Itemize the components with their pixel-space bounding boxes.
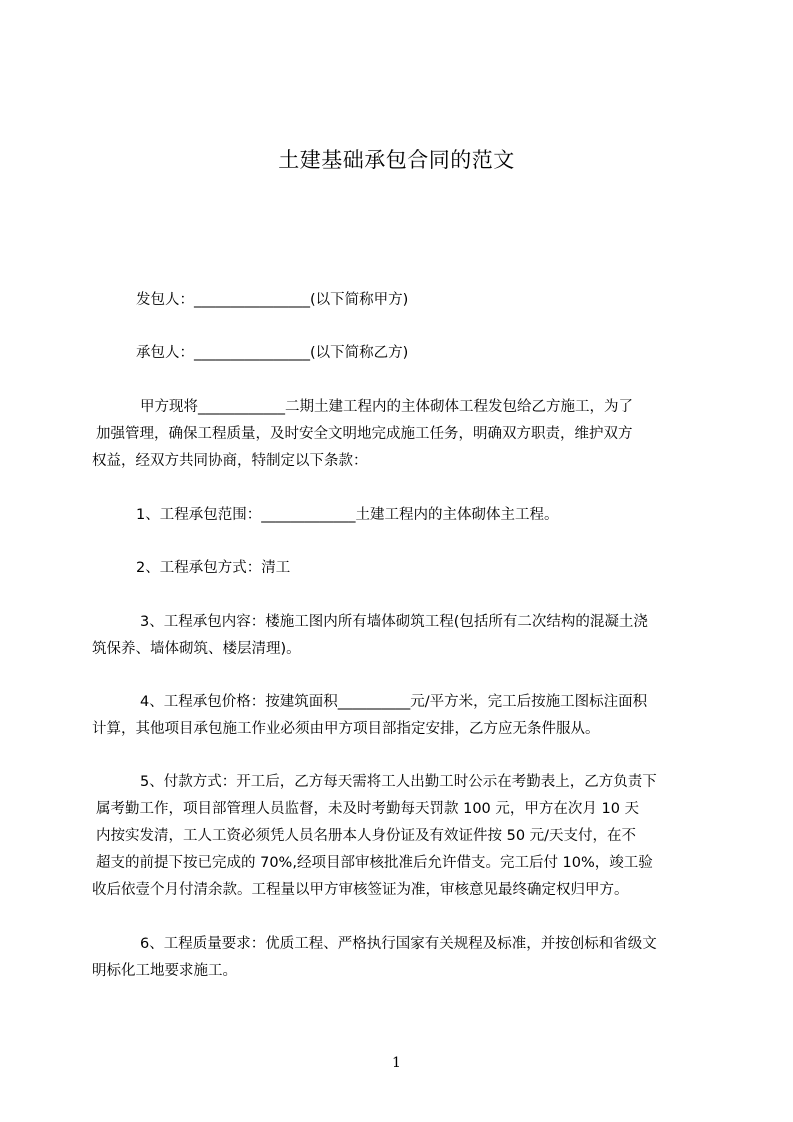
intro-line: 权益，经双方共同协商，特制定以下条款： (92, 453, 368, 469)
clause-6-line: 6、工程质量要求：优质工程、严格执行国家有关规程及标准，并按创标和省级文 (140, 936, 657, 952)
intro-line: 加强管理，确保工程质量，及时安全文明地完成施工任务，明确双方职责，维护双方 (96, 426, 633, 442)
intro-line: 甲方现将____________二期土建工程内的主体砌体工程发包给乙方施工，为了 (140, 399, 633, 415)
clause-3-line: 筑保养、墙体砌筑、楼层清理)。 (92, 641, 301, 657)
clause-4-line: 4、工程承包价格：按建筑面积__________元/平方米，完工后按施工图标注面积 (140, 694, 648, 710)
clause-4-line: 计算，其他项目承包施工作业必须由甲方项目部指定安排，乙方应无条件服从。 (92, 721, 600, 737)
clause-5-line: 属考勤工作，项目部管理人员监督，未及时考勤每天罚款 100 元，甲方在次月 10 天 (96, 801, 640, 817)
party-b-line: 承包人：________________(以下简称乙方) (136, 345, 409, 361)
clause-5-line: 收后依壹个月付清余款。工程量以甲方审核签证为准，审核意见最终确定权归甲方。 (92, 882, 629, 898)
clause-3-line: 3、工程承包内容：楼施工图内所有墙体砌筑工程(包括所有二次结构的混凝土浇 (140, 614, 648, 630)
page-title: 土建基础承包合同的范文 (278, 148, 515, 172)
clause-6-line: 明标化工地要求施工。 (92, 963, 237, 979)
clause-5-line: 5、付款方式：开工后，乙方每天需将工人出勤工时公示在考勤表上，乙方负责下 (140, 774, 657, 790)
clause-5-line: 超支的前提下按已完成的 70%,经项目部审核批准后允许借支。完工后付 10%，竣工验 (96, 855, 653, 871)
clause-2: 2、工程承包方式：清工 (136, 560, 291, 576)
clause-1: 1、工程承包范围：_____________土建工程内的主体砌体主工程。 (136, 507, 559, 523)
party-a-line: 发包人：________________(以下简称甲方) (136, 292, 409, 308)
clause-5-line: 内按实发清，工人工资必须凭人员名册本人身份证及有效证件按 50 元/天支付，在不 (96, 828, 637, 844)
page-number: 1 (392, 1055, 401, 1071)
